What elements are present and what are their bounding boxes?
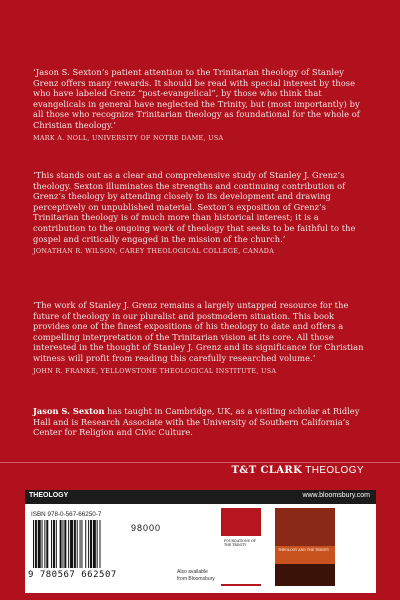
barcode-panel [25,490,376,593]
related-book-thumbnail-2[interactable] [275,508,335,586]
isbn-label: ISBN 978-0-567-66250-7 [31,511,102,518]
related-book-title-2: THEOLOGY AND THE TRINITY [278,548,330,552]
endorsement-attribution: MARK A. NOLL, UNIVERSITY OF NOTRE DAME, USA [33,133,224,142]
endorsement-quote: ‘The work of Stanley J. Grenz remains a largely untapped resource for the future of theology in our pluralist and postmodern situation. This book provides one of the finest expositions of his theology to date and offers a compelling interpretation of the Trinitarian vision at its core. All those interested in the thought of Stanley J. Grenz and its significance for Christian witness will profit from reading this carefully researched volume.’ [33,300,364,363]
imprint-brand: T&T CLARK [231,465,303,476]
price-code: 98000 [131,523,162,533]
related-book-thumbnail-1[interactable] [221,508,261,586]
endorsement-quote: ‘Jason S. Sexton’s patient attention to the Trinitarian theology of Stanley Grenz offers many rewards. It should be read with special interest by those who have labeled Grenz “post-evangelical”, by those who think that evangelicals in general have neglected the Trinity, but (most importantly) by all those who recognize Trinitarian theology as foundational for the whole of Christian theology.’ [33,67,360,130]
barcode-icon [31,520,129,568]
author-bio [33,406,368,438]
endorsement-attribution: JONATHAN R. WILSON, CAREY THEOLOGICAL COLLEGE, CANADA [33,247,275,256]
author-bio-text: has taught in Cambridge, UK, as a visiting scholar at Ridley Hall and is Research Associate with the University of Southern California’s Center for Religion and Civic Culture. [33,406,360,438]
author-name: Jason S. Sexton [33,406,105,416]
book-cover-art [275,508,335,546]
imprint-label [231,465,364,476]
ean-digits: 9 780567 662507 [28,570,117,580]
book-cover-art [275,564,335,586]
subject-label: THEOLOGY [29,492,69,499]
imprint-series: THEOLOGY [305,465,364,476]
endorsement-1 [33,67,368,143]
endorsement-2 [33,170,368,257]
imprint-bar [0,462,400,479]
endorsement-quote: ‘This stands out as a clear and comprehensive study of Stanley J. Grenz’s theology. Sexton illuminates the strengths and continuing contribution of Grenz’s theology by attending closely to its development and drawing perceptively on unpublished material. Sexton’s exposition of Grenz’s Trinitarian theology is of much more than historical interest; it is a contribution to the ongoing work of theology that seeks to be faithful to the gospel and critically engaged in the mission of the church.’ [33,170,356,244]
website-link[interactable]: www.bloomsbury.com [302,492,370,499]
related-book-title-1: FOUNDATIONS OF THE TRINITY [224,539,256,547]
panel-header [25,490,376,504]
endorsement-attribution: JOHN R. FRANKE, YELLOWSTONE THEOLOGICAL INSTITUTE, USA [33,366,277,375]
endorsement-3 [33,300,368,376]
also-available-label: Also available from Bloomsbury [177,569,215,582]
